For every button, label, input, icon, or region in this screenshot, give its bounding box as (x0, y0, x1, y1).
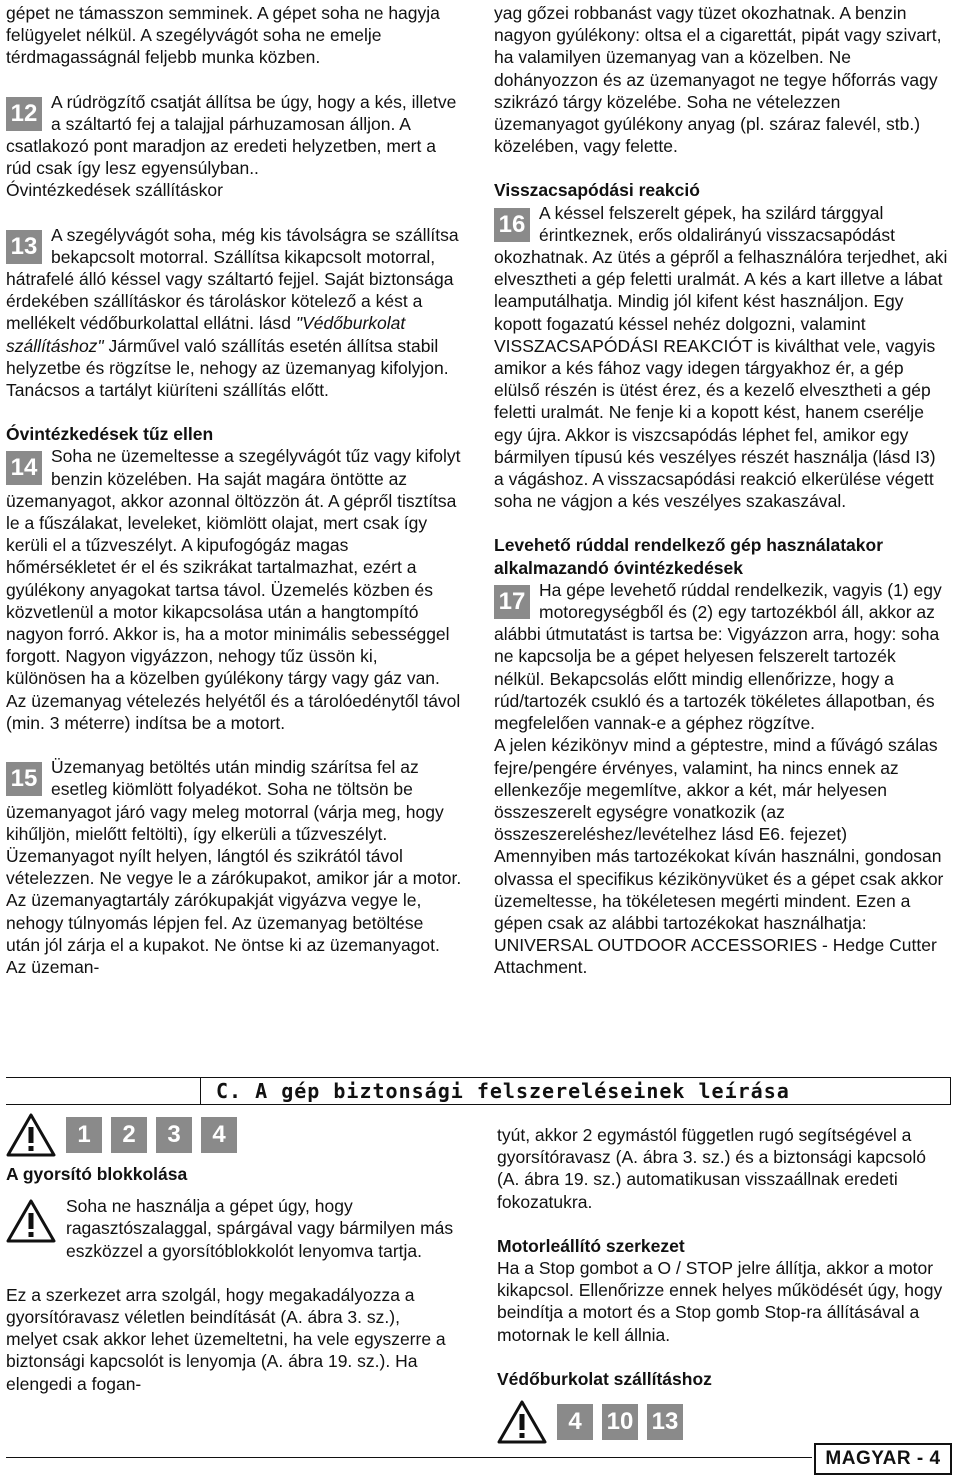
figure-ref-3: 3 (156, 1117, 192, 1153)
figure-ref-2: 2 (111, 1117, 147, 1153)
section-14 (6, 445, 462, 734)
reference-guard-transport: "Védőburkolat szállításhoz" (6, 313, 406, 356)
heading-kickback: Visszacsapódási reakció (494, 180, 700, 201)
heading-engine-stop: Motorleállító szerkezet (497, 1235, 685, 1256)
paragraph-16: A késsel felszerelt gépek, ha szilárd tárggyal érintkeznek, erős oldalirányú visszacsapódást okozhatnak. Az ütés a gépről a felhasználóra terjedhet, aki elvesztheti a gép feletti uralmát. A kés a kart illetve a lábat leamputálhatja. Mindig jól kifent kést használjon. Egy kopott fogazatú késsel nehéz dolgozni, valamint VISSZACSAPÓDÁSI REAKCIÓT is kiválthat vele, vagyis amikor a kés fához vagy idegen tárgyakhoz ér, a gép elülső részén is ütést érez, és a kezelő elvesztheti a gép feletti uralmát. Ne fenje ki a kopott kést, hanem cserélje egy újra. Akkor is viszcsapódás léphet fel, amikor egy bármilyen típusú kés veszélyes részét használja (lásd I3) a vágáshoz. A visszacsapódási reakció elkerülése végett soha ne vágjon a kés veszélyes szakaszával. (494, 202, 948, 512)
figure-number-17: 17 (494, 585, 530, 619)
figure-ref-4: 4 (201, 1117, 237, 1153)
paragraph-14: Soha ne üzemeltesse a szegélyvágót tűz vagy kifolyt benzin közelében. Ha saját magára öntötte az üzemanyagot, akkor azonnal öltözzön át. A gépről tisztítsa le a fűszálakat, leveleket, kiömlött olajat, mert csak így kerüli el a tűzveszélyt. A kipufogógáz magas hőmérsékletet ér el és szikrákat tartalmazhat, ezért a gyúlékony anyagokat tartsa távol. Üzemelés közben és közvetlenül a motor kikapcsolása után a hangtompító nagyon forró. Akkor is, ha a motor minimális sebességgel forgott. Nagyon vigyázzon, nehogy tűz üssön ki, különösen ha a közelben gyúlékony tárgy vagy gáz van. Az üzemanyag vételezés helyétől és a tárolóedénytől távol (min. 3 méterre) indítsa be a motort. (6, 446, 461, 733)
paragraph-throttle-warning: Soha ne használja a gépet úgy, hogy ragasztószalaggal, spárgával vagy bármilyen más eszközzel a gyorsítóblokkolót lenyomva tartja. (66, 1196, 454, 1261)
warning-triangle-icon (6, 1113, 56, 1157)
paragraph-12: A rúdrögzítő csatját állítsa be úgy, hogy a kés, illetve a száltartó fej a talajjal párhuzamosan álljon. A csatlakozó pont maradjon az eredeti helyzetben, mert a rúd csak így lesz egyensúlyban.. (6, 91, 457, 179)
figure-ref-10: 10 (602, 1404, 638, 1440)
figure-number-14: 14 (6, 451, 42, 485)
section-13 (6, 224, 462, 402)
heading-throttle-lock: A gyorsító blokkolása (6, 1164, 188, 1184)
paragraph-15: Üzemanyag betöltés után mindig szárítsa fel az esetleg kiömlött folyadékot. Soha ne töltsön be üzemanyagot járó vagy meleg motorral (várja meg, hogy kihűljön, mielőtt feltölti), így elkerüli a tűzveszélyt. Üzemanyagot nyílt helyen, lángtól és szikrától távol vételezzen. Ne vegye le a zárókupakot, amikor jár a motor. Az üzemanyagtartály zárókupakját vigyázva vegye le, nehogy túlnyomás lépjen fel. Az üzemanyag betöltése után jól zárja el a kupakot. Ne öntse ki az üzemanyagot. Az üzeman- (6, 757, 462, 977)
figure-number-16: 16 (494, 208, 530, 242)
figure-ref-13: 13 (647, 1404, 683, 1440)
heading-transport-guard: Védőburkolat szállításhoz (497, 1368, 712, 1389)
paragraph-throttle-continued: tyút, akkor 2 egymástól független rugó segítségével a gyorsítóravasz (A. ábra 3. sz.) és a biztonsági kapcsoló (A. ábra 19. sz.) automatikusan visszaállnak eredeti fokozatukra. (497, 1125, 926, 1212)
paragraph-13 (6, 224, 462, 402)
left-column (6, 2, 462, 978)
paragraph-fuel-continued: yag gőzei robbanást vagy tüzet okozhatnak. A benzin nagyon gyúlékony: oltsa el a cigarettát, pipát vagy szivart, ha valamilyen üzemanyag van a közelben. Ne dohányozzon és az üzemanyagot ne tegye hőforrás vagy szikrázó tárgy közelébe. Soha ne vételezzen üzemanyagot gyúlékony anyag (pl. száraz falevél, stb.) közelében, vagy felette. (494, 3, 942, 157)
paragraph-17: Ha gépe levehető rúddal rendelkezik, vagyis (1) egy motoregységből és (2) egy tartozékból áll, akkor az alábbi útmutatást is tartsa be: Vigyázzon arra, hogy: soha ne kapcsolja be a gépet helyesen felszerelt tartozék nélkül. Bekapcsolás előtt mindig ellenőrizze, hogy a rúd/tartozék csukló és a tartozék tökéletes állapotban, és megfelelően vannak-e a géphez rögzítve. (494, 579, 942, 734)
paragraph-13-text-a: A szegélyvágót soha, még kis távolságra se szállítsa bekapcsolt motorral. Szállítsa kikapcsolt motorral, hátrafelé álló késsel vagy száltartó fejjel. Saját biztonsága érdekében szállításkor és tároláskor kötelező a kést a mellékelt védőburkolattal ellátni. lásd (6, 224, 459, 334)
paragraph-13-text-b: Járművel való szállítás esetén állítsa stabil helyzetbe és rögzítse le, nehogy az üzemanyag kifolyjon. Tanácsos a tartályt kiüríteni szállítás előtt. (6, 335, 449, 401)
figure-ref-4: 4 (557, 1404, 593, 1440)
section-15 (6, 756, 462, 978)
page-label: MAGYAR - 4 (814, 1443, 952, 1475)
bottom-right-column (497, 1124, 953, 1450)
figure-number-13: 13 (6, 230, 42, 264)
right-column (494, 2, 950, 979)
throttle-warning (6, 1195, 454, 1262)
bottom-left-column (6, 1113, 454, 1395)
section-16 (494, 202, 950, 513)
paragraph-throttle-description: Ez a szerkezet arra szolgál, hogy megakadályozza a gyorsítóravasz véletlen beindítását (A. ábra 3. sz.), melyet csak akkor lehet üzemeltetni, ha vele egyszerre a biztonsági kapcsolót is lenyomja (A. ábra 19. sz.). Ha elengedi a fogan- (6, 1284, 446, 1394)
figure-number-15: 15 (6, 762, 42, 796)
paragraph-intro: gépet ne támasszon semminek. A gépet soha ne hagyja felügyelet nélkül. A szegélyvágót soha ne emelje térdmagasságnál feljebb munka közben. (6, 3, 440, 68)
paragraph-engine-stop: Ha a Stop gombot a O / STOP jelre állítja, akkor a motor kikapcsol. Ellenőrizze ennek helyes működését úgy, hogy beindítja a motort és a Stop gomb Stop-ra állításával a motornak le kell állnia. (497, 1258, 943, 1345)
heading-transport: Óvintézkedések szállításkor (6, 180, 223, 201)
warning-triangle-icon (6, 1199, 56, 1243)
section-12 (6, 91, 462, 180)
guard-figures-row (497, 1400, 953, 1444)
paragraph-17-b: A jelen kézikönyv mind a géptestre, mind a fűvágó szálas fejre/pengére érvényes, valamint, ha nincs ennek az ellenkezője megemlítve, akkor a két, már helyesen összeszerelt egységre vonatkozik (az összeszereléshez/levételhez lásd E6. fejezet) (494, 735, 938, 845)
warning-triangle-icon (497, 1400, 547, 1444)
heading-fire: Óvintézkedések tűz ellen (6, 424, 214, 445)
paragraph-17-c: Amennyiben más tartozékokat kíván használni, gondosan olvassa el specifikus kézikönyvüket és a gépet csak akkor üzemeltesse, ha tökéletesen megérti mindent. Ezen a gépen csak az alábbi tartozékokat használhatja: UNIVERSAL OUTDOOR ACCESSORIES - Hedge Cutter Attachment. (494, 846, 944, 978)
footer-rule (6, 1457, 812, 1458)
throttle-figures-row (6, 1113, 454, 1157)
section-c-frame-left (6, 1078, 201, 1104)
figure-ref-1: 1 (66, 1117, 102, 1153)
figure-number-12: 12 (6, 97, 42, 131)
section-17 (494, 579, 950, 734)
heading-detachable: Levehető rúddal rendelkező gép használatakor alkalmazandó óvintézkedések (494, 535, 883, 578)
section-c-title: C. A gép biztonsági felszereléseinek leírása (210, 1078, 796, 1104)
